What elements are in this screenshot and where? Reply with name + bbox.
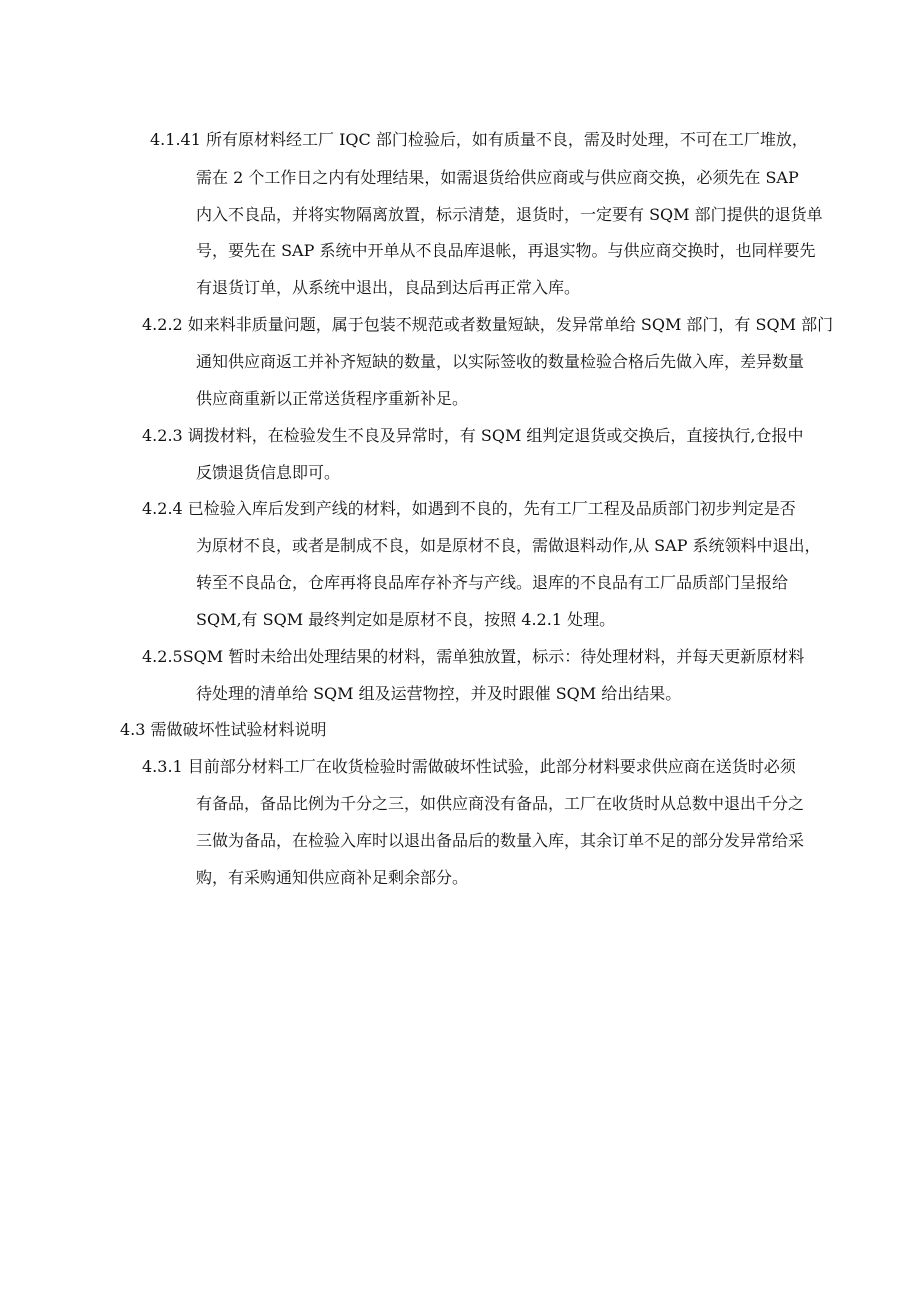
paragraph-4-1-41-line-3: 内入不良品，并将实物隔离放置，标示清楚，退货时，一定要有 SQM 部门提供的退货单 — [196, 205, 823, 224]
paragraph-4-2-5-line-2: 待处理的清单给 SQM 组及运营物控，并及时跟催 SQM 给出结果。 — [196, 684, 682, 703]
paragraph-4-3-1-line-4: 购，有采购通知供应商补足剩余部分。 — [196, 868, 469, 887]
paragraph-4-3-1-line-3: 三做为备品，在检验入库时以退出备品后的数量入库，其余订单不足的部分发异常给采 — [196, 831, 805, 850]
paragraph-4-3-1-line-2: 有备品，备品比例为千分之三，如供应商没有备品，工厂在收货时从总数中退出千分之 — [196, 794, 805, 813]
paragraph-4-2-4-line-3: 转至不良品仓，仓库再将良品库存补齐与产线。退库的不良品有工厂品质部门呈报给 — [196, 573, 789, 592]
paragraph-4-1-41-line-4: 号，要先在 SAP 系统中开单从不良品库退帐，再退实物。与供应商交换时，也同样要先 — [196, 241, 816, 260]
paragraph-4-1-41-line-2: 需在 2 个工作日之内有处理结果，如需退货给供应商或与供应商交换，必须先在 SAP — [196, 168, 799, 187]
paragraph-4-2-4-line-1: 4.2.4 已检验入库后发到产线的材料，如遇到不良的，先有工厂工程及品质部门初步判定是否 — [142, 499, 796, 518]
paragraph-4-1-41-line-5: 有退货订单，从系统中退出，良品到达后再正常入库。 — [196, 278, 581, 297]
paragraph-4-2-2-line-1: 4.2.2 如来料非质量问题，属于包装不规范或者数量短缺，发异常单给 SQM 部门，有 SQM 部门 — [142, 315, 834, 334]
paragraph-4-2-4-line-2: 为原材不良，或者是制成不良，如是原材不良，需做退料动作,从 SAP 系统领料中退出， — [196, 536, 821, 555]
paragraph-4-2-2-line-2: 通知供应商返工并补齐短缺的数量，以实际签收的数量检验合格后先做入库，差异数量 — [196, 352, 805, 371]
paragraph-4-2-3-line-2: 反馈退货信息即可。 — [196, 463, 341, 482]
paragraph-4-3-1-line-1: 4.3.1 目前部分材料工厂在收货检验时需做破坏性试验，此部分材料要求供应商在送货时必须 — [142, 757, 796, 776]
paragraph-4-2-3-line-1: 4.2.3 调拨材料，在检验发生不良及异常时，有 SQM 组判定退货或交换后，直接执行,仓报中 — [142, 426, 804, 445]
section-heading-4-3: 4.3 需做破坏性试验材料说明 — [120, 720, 327, 739]
paragraph-4-2-5-line-1: 4.2.5SQM 暂时未给出处理结果的材料，需单独放置，标示：待处理材料，并每天更新原材料 — [142, 647, 805, 666]
paragraph-4-2-2-line-3: 供应商重新以正常送货程序重新补足。 — [196, 389, 469, 408]
paragraph-4-2-4-line-4: SQM,有 SQM 最终判定如是原材不良，按照 4.2.1 处理。 — [196, 610, 616, 629]
paragraph-4-1-41-line-1: 4.1.41 所有原材料经工厂 IQC 部门检验后，如有质量不良，需及时处理，不可在工厂堆放， — [150, 130, 808, 149]
